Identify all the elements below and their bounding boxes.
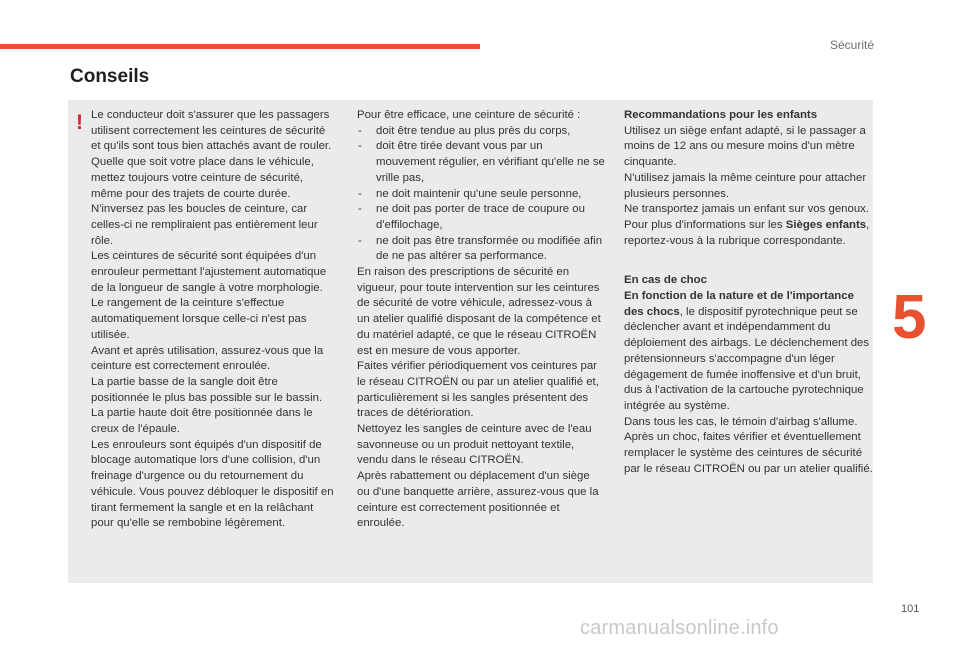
chapter-number: 5 (892, 283, 927, 352)
paragraph-crash (624, 289, 874, 415)
list-item: - ne doit maintenir qu'une seule personne, (357, 187, 605, 203)
column-3 (624, 108, 874, 477)
list-intro: Pour être efficace, une ceinture de sécurité : (357, 109, 581, 121)
list-item: - ne doit pas porter de trace de coupure ou d'effilochage, (357, 202, 605, 233)
crash-section-title: En cas de choc (624, 274, 707, 287)
paragraph: Dans tous les cas, le témoin d'airbag s'allume. (624, 415, 858, 428)
paragraph: Après rabattement ou déplacement d'un siège ou d'une banquette arrière, assurez-vous que la ceinture est correctement positionnée et enroulée. (357, 470, 599, 530)
paragraph: N'utilisez jamais la même ceinture pour attacher plusieurs personnes. (624, 171, 867, 200)
paragraph: Après un choc, faites vérifier et éventuellement remplacer le système des ceintures de sécurité par le réseau CITROËN ou par un atelier qualifié. (624, 431, 873, 475)
paragraph: La partie haute doit être positionnée dans le creux de l'épaule. (91, 407, 313, 436)
spacer (624, 249, 874, 273)
paragraph: Les enrouleurs sont équipés d'un dispositif de blocage automatique lors d'une collision, d'un freinage d'urgence ou du retournement du véhicule. Vous pouvez débloquer le dispositif en tirant fermement la sangle et en la relâchant pour qu'elle se rembobine légèrement. (91, 438, 334, 530)
list-item: - doit être tendue au plus près du corps, (357, 124, 605, 140)
paragraph: Le conducteur doit s'assurer que les passagers utilisent correctement les ceintures de sécurité et qu'ils sont tous bien attachés avant de rouler. (91, 109, 332, 153)
paragraph: Faites vérifier périodiquement vos ceintures par le réseau CITROËN ou par un atelier qualifié et, particulièrement si les sangles présentent des traces de détérioration. (357, 360, 599, 420)
watermark: carmanualsonline.info (580, 617, 779, 639)
header-accent-bar (0, 44, 480, 49)
section-label: Sécurité (829, 38, 874, 52)
text: , le dispositif pyrotechnique peut se déclencher avant et indépendamment du déploiement des airbags. Le déclenchement des prétensionneurs s'accompagne d'un léger dégagement de fumée inoffensive et d'un bruit, dus à l'activation de la cartouche pyrotechnique intégrée au système. (624, 305, 870, 412)
crash-bold-text: En fonction de la nature et de l'importance des chocs (624, 290, 854, 318)
column-2 (357, 108, 605, 532)
paragraph: Avant et après utilisation, assurez-vous que la ceinture est correctement enroulée. (91, 344, 324, 373)
paragraph: Ne transportez jamais un enfant sur vos genoux. (624, 203, 870, 216)
paragraph: En raison des prescriptions de sécurité en vigueur, pour toute intervention sur les ceintures de sécurité de votre véhicule, adressez-vous à un atelier qualifié disposant de la compétence et du matériel adapté, ce que le réseau CITROËN est en mesure de vous apporter. (357, 266, 601, 357)
paragraph-child-seats (624, 218, 874, 249)
paragraph: N'inversez pas les boucles de ceinture, car celles-ci ne rempliraient pas entièrement leur rôle. (91, 203, 318, 247)
paragraph: Les ceintures de sécurité sont équipées d'un enrouleur permettant l'ajustement automatique de la longueur de sangle à votre morphologie. Le rangement de la ceinture s'effectue automatiquement lorsque celle-ci n'est pas utilisée. (91, 250, 327, 341)
exclamation-warning-icon: ! (76, 111, 83, 134)
page-number: 101 (901, 603, 920, 615)
paragraph: Quelle que soit votre place dans le véhicule, mettez toujours votre ceinture de sécurité, même pour des trajets de courte durée. (91, 156, 314, 200)
paragraph: Utilisez un siège enfant adapté, si le passager a moins de 12 ans ou mesure moins d'un mètre cinquante. (624, 124, 866, 169)
list-item: - doit être tirée devant vous par un mouvement régulier, en vérifiant qu'elle ne se vrille pas, (357, 139, 605, 186)
child-seats-link-text: Sièges enfants (785, 218, 867, 231)
list-item: - ne doit pas être transformée ou modifiée afin de ne pas altérer sa performance. (357, 234, 605, 265)
paragraph: Nettoyez les sangles de ceinture avec de l'eau savonneuse ou un produit nettoyant textile, vendu dans le réseau CITROËN. (357, 423, 592, 467)
text: , reportez-vous à la rubrique correspondante. (624, 218, 870, 247)
paragraph: La partie basse de la sangle doit être positionnée le plus bas possible sur le bassin. (91, 375, 323, 404)
children-section-title: Recommandations pour les enfants (624, 109, 818, 121)
column-1 (91, 108, 337, 532)
text: Pour plus d'informations sur les (624, 218, 786, 231)
page-title: Conseils (70, 66, 150, 87)
